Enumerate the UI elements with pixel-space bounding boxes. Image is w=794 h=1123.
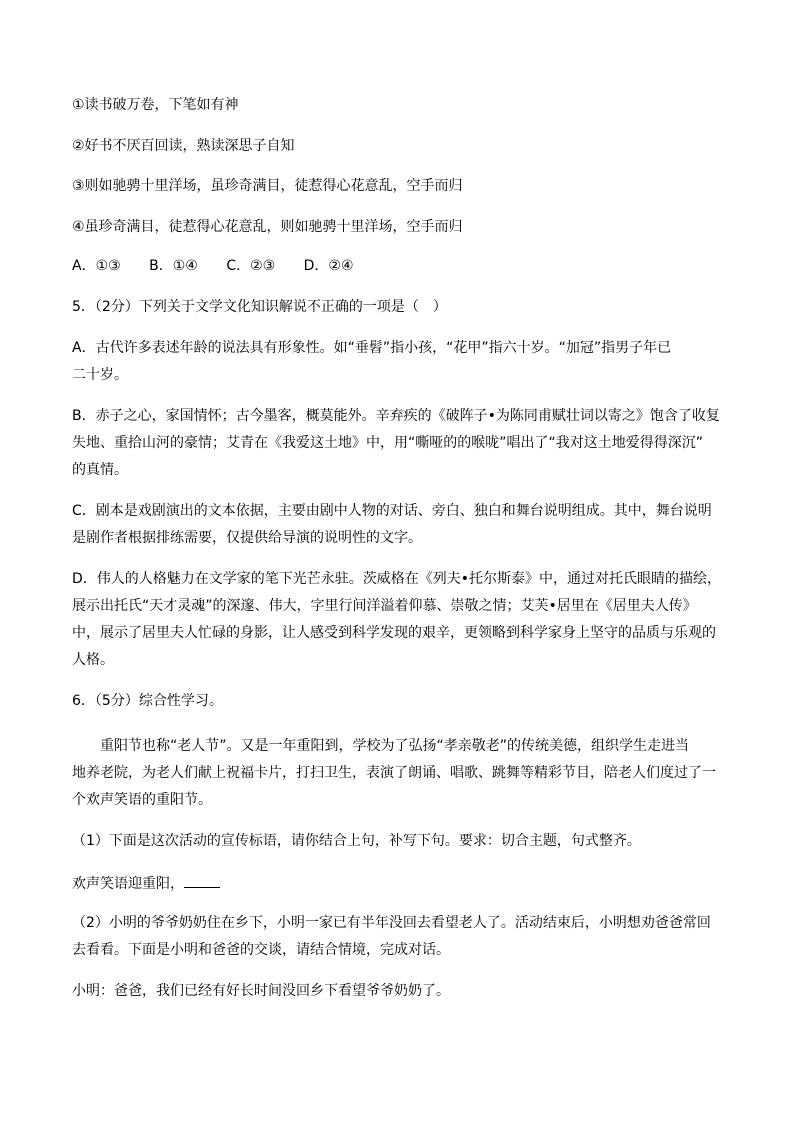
q5-option-a-line-1: A．古代许多表述年龄的说法具有形象性。如“垂髫”指小孩，“花甲”指六十岁。“加冠”指男子年已: [72, 340, 672, 356]
q6-slogan-row: [72, 874, 732, 892]
q6-sub-question-2-line-2: 去看看。下面是小明和爸爸的交谈，请结合情境，完成对话。: [72, 942, 450, 958]
q5-stem: 5．（2分）下列关于文学文化知识解说不正确的一项是（ ）: [72, 299, 447, 315]
q4-item-4: ④虽珍奇满目，徒惹得心花意乱，则如驰骋十里洋场，空手而归: [72, 219, 463, 235]
q5-option-a-line-2: 二十岁。: [72, 367, 128, 383]
q6-slogan-text: 欢声笑语迎重阳，: [72, 876, 184, 892]
q4-option-b: B．①④: [149, 258, 198, 274]
q5-option-c-line-2: 是剧作者根据排练需要，仅提供给导演的说明性的文字。: [72, 530, 422, 546]
q5-option-d-line-1: D．伟人的人格魅力在文学家的笔下光芒永驻。茨威格在《列夫•托尔斯泰》中，通过对托氏眼睛的描绘，: [72, 571, 722, 587]
q5-option-b-line-2: 失地、重拾山河的豪情；艾青在《我爱这土地》中，用“嘶哑的的喉咙”唱出了“我对这土地爱得得深沉”: [72, 435, 704, 451]
q4-option-d: D．②④: [303, 258, 354, 274]
q4-item-1: ①读书破万卷，下笔如有神: [72, 97, 239, 113]
q5-option-c-line-1: C．剧本是戏剧演出的文本依据，主要由剧中人物的对话、旁白、独白和舞台说明组成。其中，舞台说明: [72, 503, 712, 519]
q6-sub-question-1: （1）下面是这次活动的宣传标语，请你结合上句，补写下句。要求：切合主题，句式整齐。: [72, 833, 641, 849]
q6-stem: 6．（5分）综合性学习。: [72, 693, 223, 709]
q5-option-d-line-2: 展示出托氏“天才灵魂”的深邃、伟大，字里行间洋溢着仰慕、崇敬之情；艾芙•居里在《居里夫人传》: [72, 598, 697, 614]
q5-option-d-line-4: 人格。: [72, 652, 114, 668]
q5-option-d-line-3: 中，展示了居里夫人忙碌的身影，让人感受到科学发现的艰辛，更领略到科学家身上坚守的品质与乐观的: [72, 625, 716, 641]
q4-option-c: C．②③: [226, 258, 276, 274]
q6-dialog-line: 小明：爸爸，我们已经有好长时间没回乡下看望爷爷奶奶了。: [72, 983, 450, 999]
q4-item-3: ③则如驰骋十里洋场，虽珍奇满目，徒惹得心花意乱，空手而归: [72, 178, 463, 194]
q6-intro-line-1: 重阳节也称“老人节”。又是一年重阳到，学校为了弘扬“孝亲敬老”的传统美德，组织学生走进当: [100, 738, 690, 754]
q6-intro-line-3: 个欢声笑语的重阳节。: [72, 792, 212, 808]
q6-sub-question-2-line-1: （2）小明的爷爷奶奶住在乡下，小明一家已有半年没回去看望老人了。活动结束后，小明想劝爸爸常回: [72, 915, 711, 931]
q4-item-2: ②好书不厌百回读，熟读深思子自知: [72, 138, 295, 154]
q4-options: [72, 258, 732, 274]
answer-blank[interactable]: [184, 874, 220, 888]
q5-option-b-line-3: 的真情。: [72, 462, 128, 478]
q5-option-b-line-1: B．赤子之心，家国情怀；古今墨客，概莫能外。辛弃疾的《破阵子•为陈同甫赋壮词以寄之》饱含了收复: [72, 408, 720, 424]
q6-intro-line-2: 地养老院，为老人们献上祝福卡片，打扫卫生，表演了朗诵、唱歌、跳舞等精彩节目，陪老人们度过了一: [72, 765, 716, 781]
q4-option-a: A．①③: [72, 258, 121, 274]
